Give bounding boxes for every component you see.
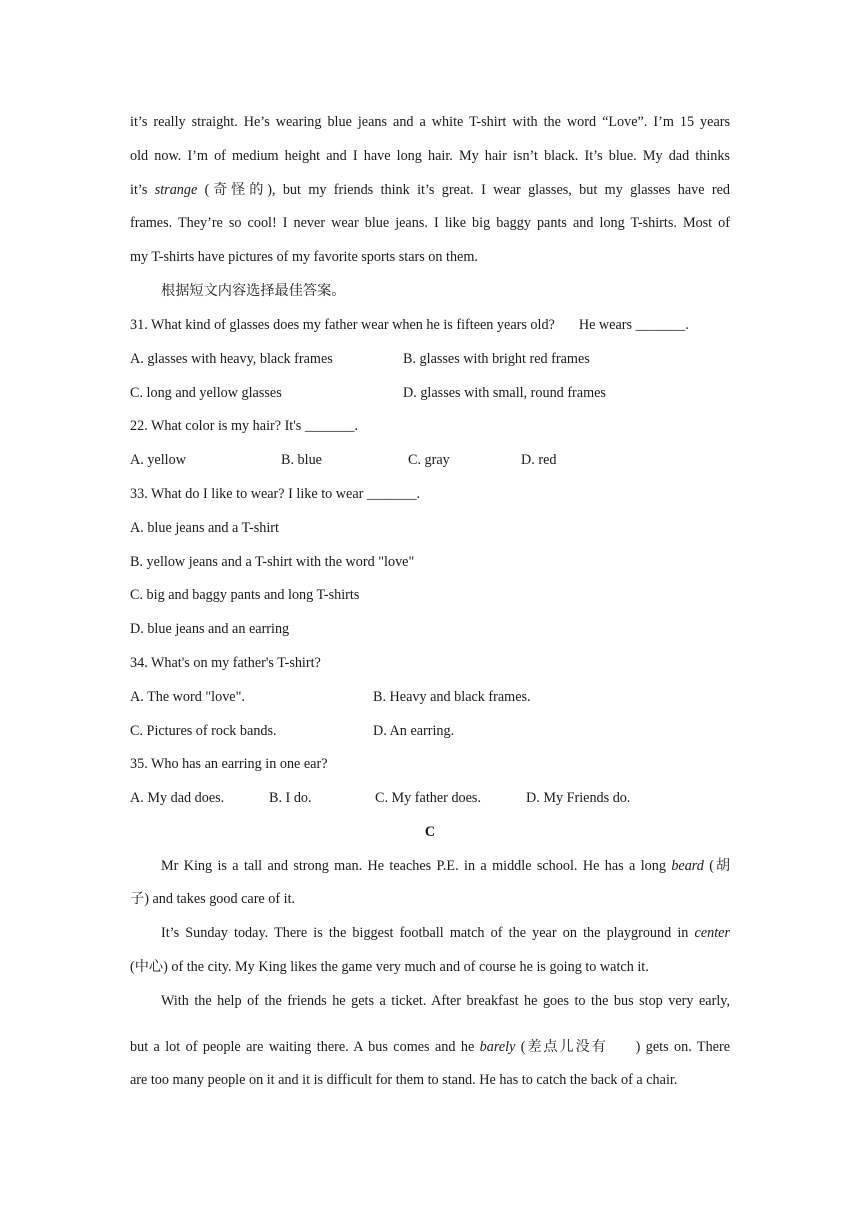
- passage-line-5: my T-shirts have pictures of my favorite sports stars on them.: [130, 249, 478, 265]
- instruction: 根据短文内容选择最佳答案。: [161, 283, 346, 299]
- option-d: D. My Friends do.: [526, 790, 631, 806]
- passage-text: (奇怪的), but my friends think it’s great. I wear glasses, but my glasses have red: [197, 182, 730, 198]
- option-a: A. My dad does.: [130, 790, 225, 806]
- question-34: 34. What's on my father's T-shirt?: [130, 655, 321, 671]
- passage-line-4: frames. They’re so cool! I never wear blue jeans. I like big baggy pants and long T-shirts. Most of: [130, 215, 730, 231]
- option-c: C. long and yellow glasses: [130, 385, 282, 401]
- option-b: B. blue: [281, 452, 322, 468]
- option-a: A. yellow: [130, 452, 186, 468]
- option-b: B. yellow jeans and a T-shirt with the word "love": [130, 554, 415, 570]
- paragraph-3-line-2: [130, 1037, 730, 1057]
- option-a: A. blue jeans and a T-shirt: [130, 520, 279, 536]
- italic-word: beard: [671, 858, 704, 874]
- option-a: A. The word "love".: [130, 689, 245, 705]
- italic-word: strange: [154, 182, 198, 198]
- paragraph-2-line-1: [161, 923, 730, 943]
- passage-text: it’s: [130, 182, 155, 198]
- paragraph-1-line-1: [161, 856, 730, 876]
- option-d: D. red: [521, 452, 557, 468]
- question-31: [130, 315, 730, 335]
- option-d: D. blue jeans and an earring: [130, 621, 290, 637]
- option-c: C. My father does.: [375, 790, 481, 806]
- question-22: 22. What color is my hair? It's _______.: [130, 418, 359, 434]
- option-b: B. Heavy and black frames.: [373, 689, 531, 705]
- question-stem-tail: He wears _______.: [578, 317, 689, 333]
- option-b: B. I do.: [269, 790, 312, 806]
- option-a: A. glasses with heavy, black frames: [130, 351, 333, 367]
- passage-text: but a lot of people are waiting there. A bus comes and he: [130, 1039, 480, 1055]
- paragraph-3-line-3: are too many people on it and it is difficult for them to stand. He has to catch the back of a chair.: [130, 1072, 678, 1088]
- question-33: 33. What do I like to wear? I like to wear _______.: [130, 486, 421, 502]
- paragraph-3-line-1: With the help of the friends he gets a ticket. After breakfast he goes to the bus stop very early,: [161, 993, 730, 1009]
- italic-word: center: [694, 925, 730, 941]
- passage-line-3: [130, 180, 730, 200]
- paragraph-2-line-2: (中心) of the city. My King likes the game very much and of course he is going to watch it.: [130, 959, 649, 975]
- italic-word: barely: [479, 1039, 516, 1055]
- question-35: 35. Who has an earring in one ear?: [130, 756, 328, 772]
- passage-text: ) gets on. There: [635, 1039, 730, 1055]
- option-d: D. glasses with small, round frames: [403, 385, 606, 401]
- passage-line-2: old now. I’m of medium height and I have long hair. My hair isn’t black. It’s blue. My dad thinks: [130, 148, 730, 164]
- question-stem: 31. What kind of glasses does my father wear when he is fifteen years old?: [130, 317, 555, 333]
- passage-text: (胡: [703, 858, 731, 874]
- passage-text: It’s Sunday today. There is the biggest football match of the year on the playground in: [161, 925, 695, 941]
- paragraph-1-line-2: 子) and takes good care of it.: [130, 891, 296, 907]
- option-c: C. Pictures of rock bands.: [130, 723, 277, 739]
- passage-text: Mr King is a tall and strong man. He teaches P.E. in a middle school. He has a long: [161, 858, 672, 874]
- passage-text: (差点儿没有: [515, 1039, 608, 1055]
- option-b: B. glasses with bright red frames: [403, 351, 590, 367]
- option-d: D. An earring.: [373, 723, 455, 739]
- section-heading: C: [424, 824, 436, 840]
- option-c: C. gray: [408, 452, 450, 468]
- option-c: C. big and baggy pants and long T-shirts: [130, 587, 360, 603]
- passage-line-1: it’s really straight. He’s wearing blue jeans and a white T-shirt with the word “Love”. I’m 15 years: [130, 114, 730, 130]
